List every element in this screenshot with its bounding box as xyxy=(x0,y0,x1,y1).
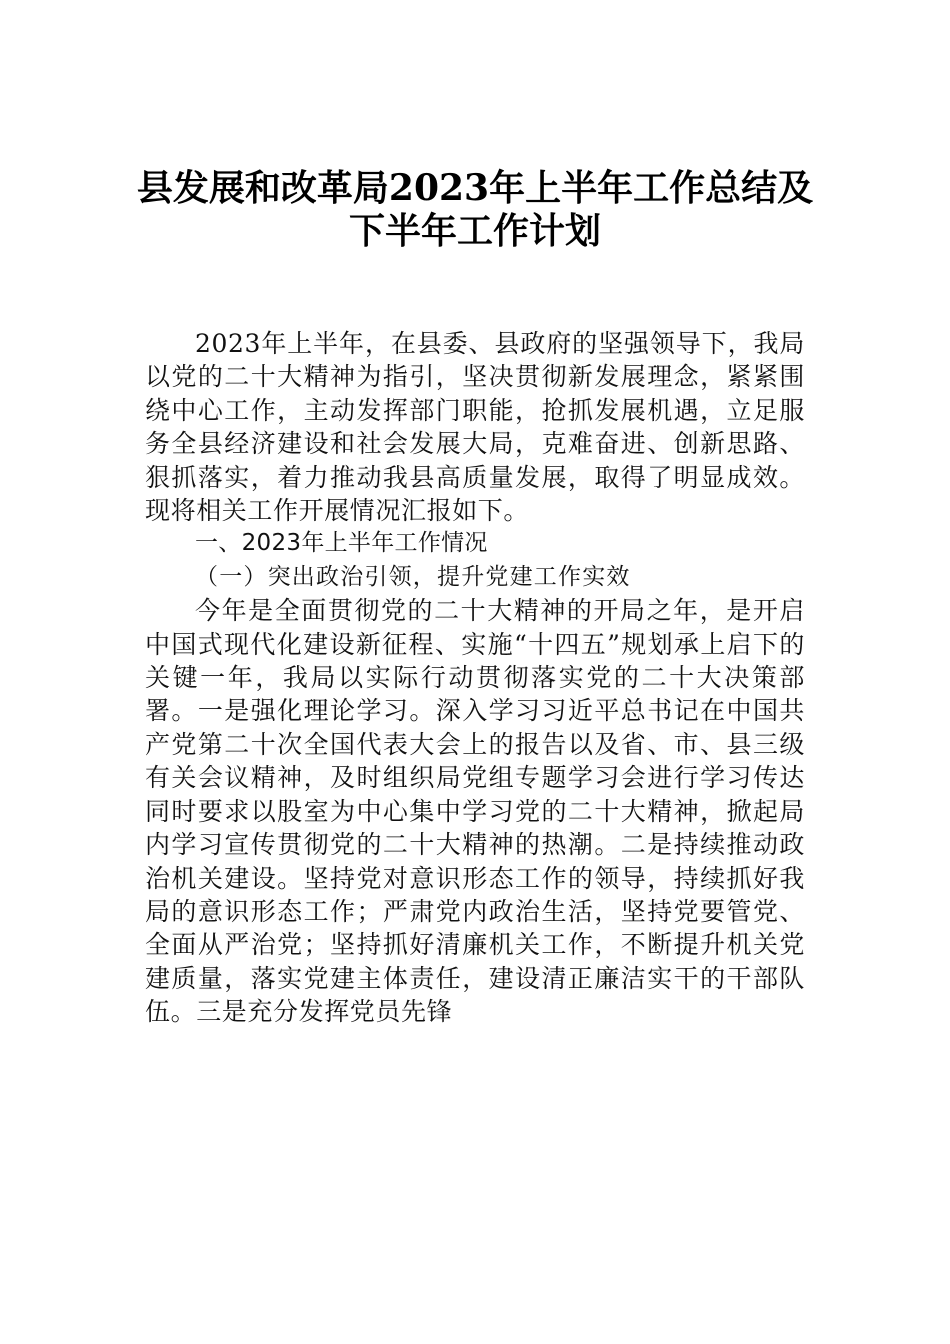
subsection-paragraph: 今年是全面贯彻党的二十大精神的开局之年，是开启中国式现代化建设新征程、实施“十四五”规划承上启下的关键一年，我局以实际行动贯彻落实党的二十大决策部署。一是强化理论学习。深入学习习近平总书记在中国共产党第二十次全国代表大会上的报告以及省、市、县三级有关会议精神，及时组织局党组专题学习会进行学习传达同时要求以股室为中心集中学习党的二十大精神，掀起局内学习宣传贯彻党的二十大精神的热潮。二是持续推动政治机关建设。坚持党对意识形态工作的领导，持续抓好我局的意识形态工作；严肃党内政治生活，坚持党要管党、全面从严治党；坚持抓好清廉机关工作，不断提升机关党建质量，落实党建主体责任，建设清正廉洁实干的干部队伍。三是充分发挥党员先锋 xyxy=(145,596,805,1027)
subsection-heading: （一）突出政治引领，提升党建工作实效 xyxy=(195,563,631,590)
document-body xyxy=(145,327,805,1029)
document-title-line-2: 下半年工作计划 xyxy=(348,210,601,252)
document-title-line-1: 县发展和改革局2023年上半年工作总结及 xyxy=(136,167,814,209)
section-heading: 一、2023年上半年工作情况 xyxy=(195,530,488,557)
intro-paragraph: 2023年上半年，在县委、县政府的坚强领导下，我局以党的二十大精神为指引，坚决贯彻新发展理念，紧紧围绕中心工作，主动发挥部门职能，抢抓发展机遇，立足服务全县经济建设和社会发展大局，克难奋进、创新思路、狠抓落实，着力推动我县高质量发展，取得了明显成效。现将相关工作开展情况汇报如下。 xyxy=(145,329,805,526)
